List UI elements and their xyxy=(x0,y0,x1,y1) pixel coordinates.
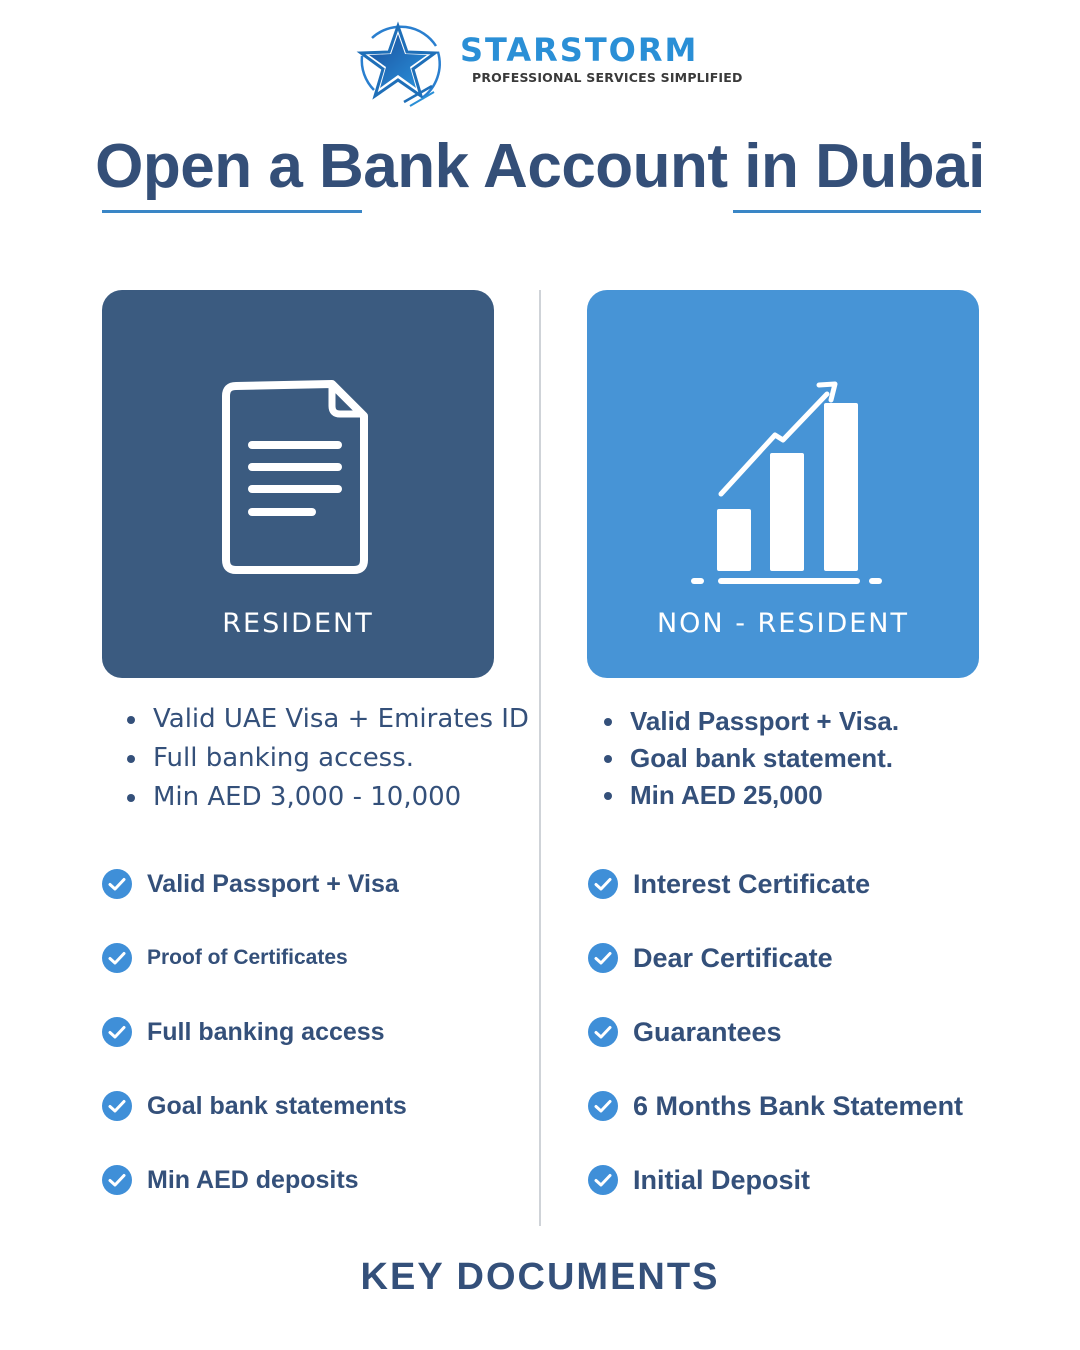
checklist-label: Full banking access xyxy=(147,1018,385,1046)
list-item: Min AED 25,000 xyxy=(604,777,899,814)
key-documents-heading: KEY DOCUMENTS xyxy=(360,1256,720,1298)
check-circle-icon xyxy=(101,868,133,900)
check-circle-icon xyxy=(101,1016,133,1048)
column-divider xyxy=(539,290,541,1226)
checklist-item xyxy=(587,1162,963,1236)
non-resident-documents-checklist xyxy=(587,866,963,1236)
title-underline-right xyxy=(733,210,981,213)
checklist-item xyxy=(101,1014,407,1088)
check-circle-icon xyxy=(587,1164,619,1196)
list-item: Valid UAE Visa + Emirates ID xyxy=(127,700,529,739)
resident-summary-list xyxy=(127,700,529,817)
checklist-label: 6 Months Bank Statement xyxy=(633,1091,964,1121)
check-circle-icon xyxy=(587,942,619,974)
checklist-label: Goal bank statements xyxy=(147,1092,407,1120)
resident-label: RESIDENT xyxy=(222,608,374,639)
brand-name: STARSTORM xyxy=(460,31,699,69)
list-item: Full banking access. xyxy=(127,739,529,778)
check-circle-icon xyxy=(101,1090,133,1122)
checklist-label: Min AED deposits xyxy=(147,1166,359,1194)
brand-tagline: PROFESSIONAL SERVICES SIMPLIFIED xyxy=(472,70,743,85)
checklist-item xyxy=(587,1088,963,1162)
checklist-label: Initial Deposit xyxy=(633,1165,811,1195)
checklist-label: Interest Certificate xyxy=(633,869,871,899)
checklist-label: Valid Passport + Visa xyxy=(147,870,399,898)
brand-logo xyxy=(352,16,743,112)
checklist-item xyxy=(101,940,407,1014)
list-item: Min AED 3,000 - 10,000 xyxy=(127,778,529,817)
check-circle-icon xyxy=(587,868,619,900)
non-resident-summary-list xyxy=(604,703,899,814)
document-icon xyxy=(102,290,494,600)
star-swoosh-icon xyxy=(352,16,448,112)
growth-chart-icon xyxy=(587,290,979,600)
list-item: Valid Passport + Visa. xyxy=(604,703,899,740)
title-underline-left xyxy=(102,210,362,213)
checklist-item xyxy=(587,940,963,1014)
non-resident-label: NON - RESIDENT xyxy=(656,608,909,639)
non-resident-card xyxy=(587,290,979,678)
check-circle-icon xyxy=(587,1016,619,1048)
checklist-item xyxy=(101,1162,407,1236)
list-item: Goal bank statement. xyxy=(604,740,899,777)
checklist-item xyxy=(587,1014,963,1088)
page-title: Open a Bank Account in Dubai xyxy=(95,132,985,201)
checklist-label: Dear Certificate xyxy=(633,943,833,973)
checklist-item xyxy=(587,866,963,940)
check-circle-icon xyxy=(101,942,133,974)
checklist-item xyxy=(101,1088,407,1162)
checklist-item xyxy=(101,866,407,940)
checklist-label: Proof of Certificates xyxy=(147,946,348,969)
check-circle-icon xyxy=(101,1164,133,1196)
check-circle-icon xyxy=(587,1090,619,1122)
checklist-label: Guarantees xyxy=(633,1017,782,1047)
resident-documents-checklist xyxy=(101,866,407,1236)
resident-card xyxy=(102,290,494,678)
